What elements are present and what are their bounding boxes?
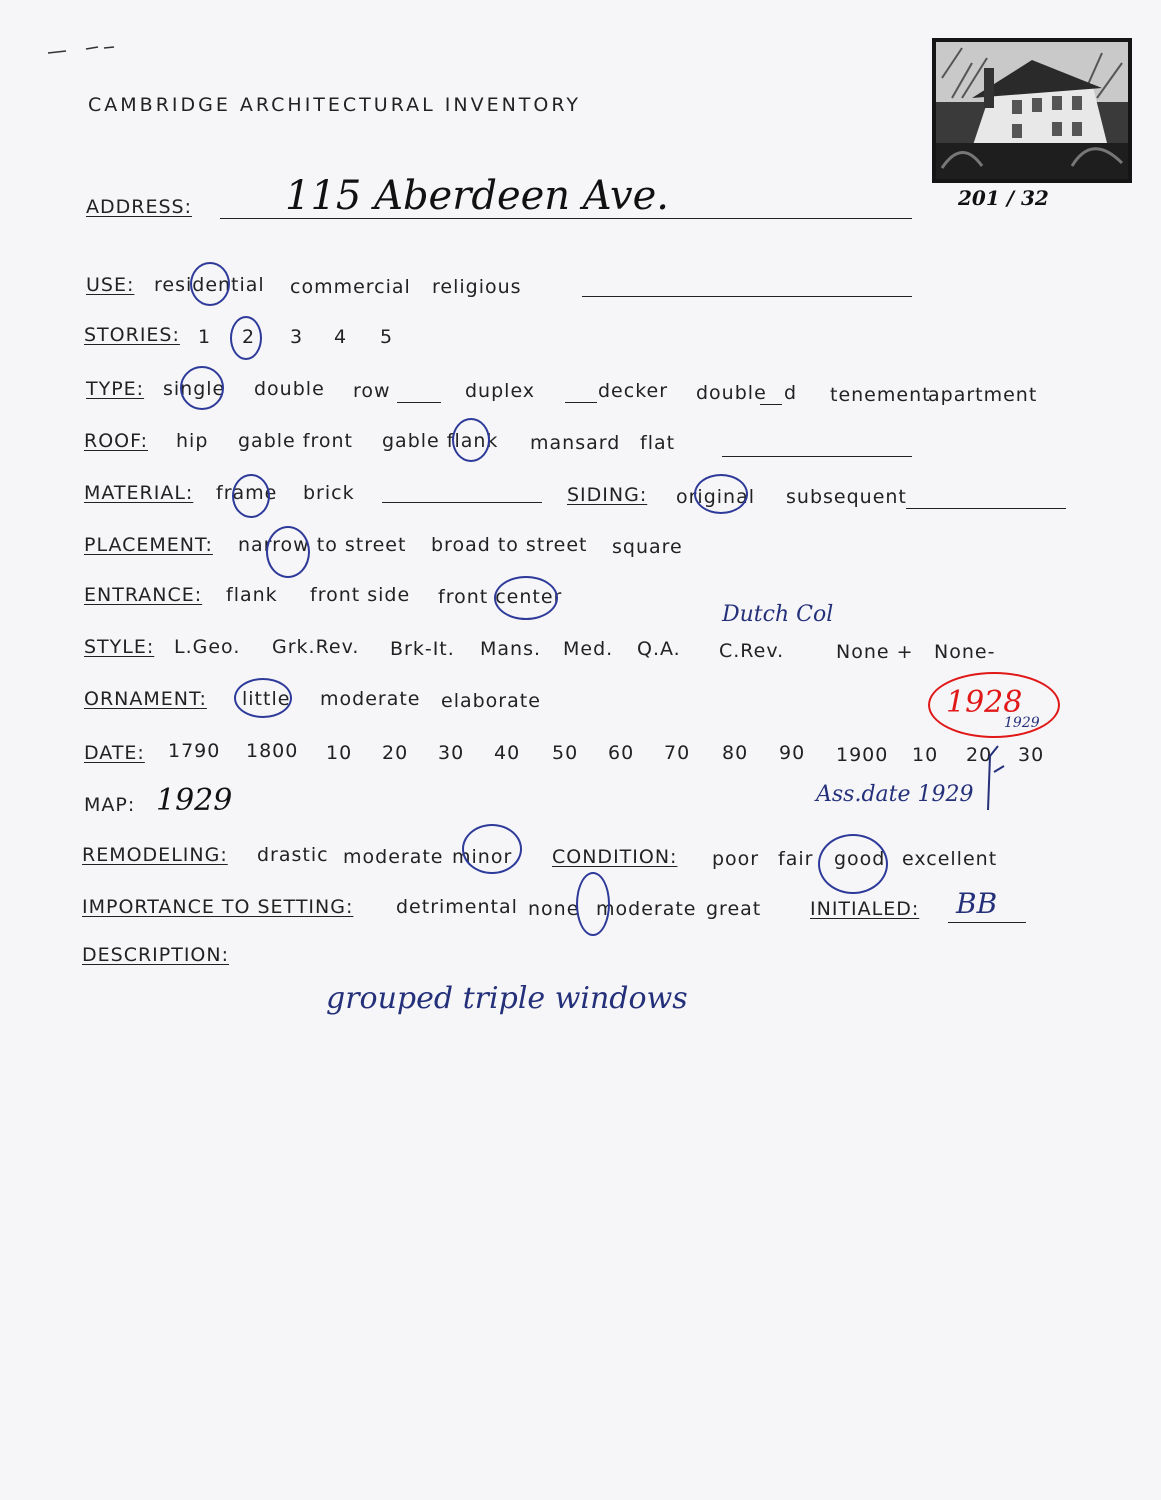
date-1800: 1800	[246, 740, 299, 762]
condition-good: good	[834, 848, 886, 870]
roof-gable-flank: gable flank	[382, 430, 499, 452]
condition-poor: poor	[712, 848, 760, 870]
date-1920: 20	[966, 744, 993, 766]
importance-detrimental: detrimental	[396, 896, 518, 918]
roof-selection-circle	[452, 418, 490, 462]
date-red-handwritten: 1928	[946, 685, 1023, 720]
style-qa: Q.A.	[637, 638, 681, 660]
importance-label: IMPORTANCE TO SETTING:	[82, 896, 354, 918]
stories-5: 5	[380, 326, 394, 348]
condition-selection-circle	[818, 834, 888, 894]
entrance-front-side: front side	[310, 584, 411, 606]
form-title: CAMBRIDGE ARCHITECTURAL INVENTORY	[88, 94, 581, 116]
placement-selection-circle	[266, 526, 310, 578]
initials-handwritten: BB	[956, 887, 998, 920]
date-label: DATE:	[84, 742, 145, 764]
use-selection-circle	[190, 262, 230, 306]
stories-4: 4	[334, 326, 348, 348]
map-year-handwritten: 1929	[156, 783, 233, 818]
type-apartment: apartment	[928, 384, 1038, 406]
date-20: 20	[382, 742, 409, 764]
roof-other-line	[722, 456, 912, 457]
date-small-handwritten: 1929	[1004, 715, 1040, 731]
assessed-date-handwritten: Ass.date 1929	[816, 782, 974, 807]
remodeling-drastic: drastic	[257, 844, 329, 866]
map-label: MAP:	[84, 794, 136, 816]
ornament-moderate: moderate	[320, 688, 421, 710]
style-mans: Mans.	[480, 638, 542, 660]
date-80: 80	[722, 742, 749, 764]
date-1930: 30	[1018, 744, 1045, 766]
date-90: 90	[779, 742, 806, 764]
style-none-minus: None-	[934, 641, 996, 663]
siding-other-line	[906, 508, 1066, 509]
use-label: USE:	[86, 274, 135, 296]
type-selection-circle	[180, 366, 224, 410]
initialed-label: INITIALED:	[810, 898, 920, 920]
style-c-rev: C.Rev.	[719, 640, 785, 662]
roof-mansard: mansard	[530, 432, 621, 454]
date-40: 40	[494, 742, 521, 764]
entrance-selection-circle	[494, 576, 558, 620]
initialed-line	[948, 922, 1026, 923]
material-other-line	[382, 502, 542, 503]
placement-square: square	[612, 536, 683, 558]
address-label: ADDRESS:	[86, 196, 192, 218]
condition-excellent: excellent	[902, 848, 998, 870]
style-med: Med.	[563, 638, 614, 660]
style-l-geo: L.Geo.	[174, 636, 241, 658]
siding-original: original	[676, 486, 756, 508]
style-label: STYLE:	[84, 636, 155, 658]
type-double-d-line	[760, 404, 782, 405]
use-religious: religious	[432, 276, 522, 298]
condition-fair: fair	[778, 848, 814, 870]
style-grk-rev: Grk.Rev.	[272, 636, 360, 658]
reference-number: 201 / 32	[958, 186, 1049, 210]
roof-gable-front: gable front	[238, 430, 353, 452]
importance-moderate: moderate	[596, 898, 697, 920]
date-60: 60	[608, 742, 635, 764]
entrance-front-center: front center	[438, 586, 563, 608]
type-d: d	[784, 382, 798, 404]
use-commercial: commercial	[290, 276, 411, 298]
style-brk-it: Brk-It.	[390, 638, 455, 660]
remodeling-moderate: moderate	[343, 846, 444, 868]
description-handwritten: grouped triple windows	[326, 981, 688, 1016]
description-label: DESCRIPTION:	[82, 944, 230, 966]
ornament-label: ORNAMENT:	[84, 688, 207, 710]
date-1900: 1900	[836, 744, 889, 766]
date-arrow	[976, 736, 1016, 812]
roof-label: ROOF:	[84, 430, 148, 452]
remodeling-label: REMODELING:	[82, 844, 228, 866]
date-70: 70	[664, 742, 691, 764]
remodeling-minor: minor	[452, 846, 513, 868]
placement-label: PLACEMENT:	[84, 534, 213, 556]
date-10: 10	[326, 742, 353, 764]
style-none-plus: None +	[836, 641, 914, 663]
roof-hip: hip	[176, 430, 209, 452]
ornament-selection-circle	[234, 678, 292, 718]
importance-none: none	[528, 898, 580, 920]
siding-subsequent: subsequent	[786, 486, 907, 508]
placement-narrow: narrow to street	[238, 534, 407, 556]
importance-selection-mark	[576, 872, 610, 936]
siding-selection-circle	[694, 474, 748, 514]
date-30: 30	[438, 742, 465, 764]
use-residential: residential	[154, 274, 265, 296]
material-label: MATERIAL:	[84, 482, 194, 504]
entrance-label: ENTRANCE:	[84, 584, 203, 606]
type-decker: decker	[598, 380, 669, 402]
stories-3: 3	[290, 326, 304, 348]
placement-broad: broad to street	[431, 534, 588, 556]
date-1910: 10	[912, 744, 939, 766]
use-other-line	[582, 296, 912, 297]
type-label: TYPE:	[86, 378, 145, 400]
importance-great: great	[706, 898, 762, 920]
type-decker-line	[565, 402, 597, 403]
entrance-flank: flank	[226, 584, 278, 606]
stories-1: 1	[198, 326, 212, 348]
ornament-little: little	[242, 688, 291, 710]
material-selection-circle	[232, 474, 270, 518]
date-1790: 1790	[168, 740, 221, 762]
type-single: single	[163, 378, 226, 400]
style-handwritten-note: Dutch Col	[722, 602, 834, 627]
stories-2: 2	[242, 326, 256, 348]
remodeling-selection-circle	[462, 824, 522, 874]
stories-label: STORIES:	[84, 324, 180, 346]
type-double: double	[254, 378, 325, 400]
type-double-d: double	[696, 382, 767, 404]
condition-label: CONDITION:	[552, 846, 678, 868]
address-handwritten: 115 Aberdeen Ave.	[285, 173, 670, 219]
siding-label: SIDING:	[567, 484, 648, 506]
type-row: row	[353, 380, 391, 402]
material-brick: brick	[303, 482, 355, 504]
roof-flat: flat	[640, 432, 676, 454]
stories-selection-circle	[230, 316, 262, 360]
type-tenement: tenement	[830, 384, 931, 406]
date-50: 50	[552, 742, 579, 764]
type-row-line	[397, 402, 441, 403]
pen-mark	[46, 40, 116, 50]
type-duplex: duplex	[465, 380, 536, 402]
ornament-elaborate: elaborate	[441, 690, 541, 712]
material-frame: frame	[216, 482, 278, 504]
house-photo	[932, 38, 1132, 183]
